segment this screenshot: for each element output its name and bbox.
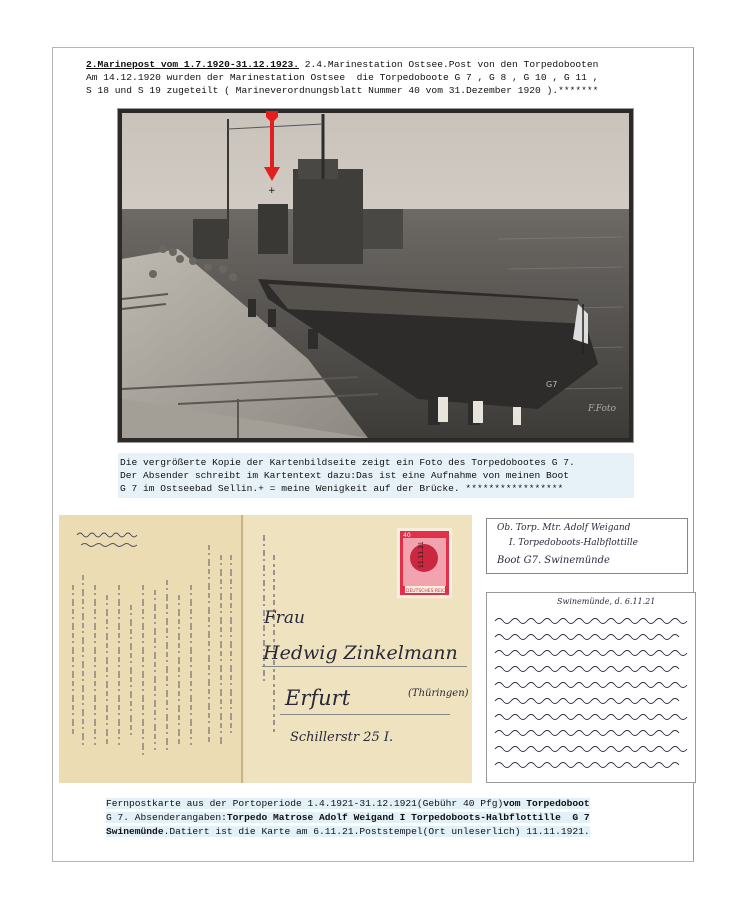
- hull-mark: G7: [546, 380, 558, 389]
- header-title: 2.Marinepost vom 1.7.1920-31.12.1923.: [86, 59, 300, 70]
- card-caption-line-3-rest: .Datiert ist die Karte am 6.11.21.Poststempel(Ort unleserlich) 11.11.1921.: [163, 826, 590, 837]
- handwriting-vertical-icon: [59, 515, 244, 783]
- addressee-city: Erfurt: [285, 686, 351, 710]
- sender-line-1: Ob. Torp. Mtr. Adolf Weigand: [497, 523, 631, 533]
- header-line-3: S 18 und S 19 zugeteilt ( Marineverordnungsblatt Nummer 40 vom 31.Dezember 1920 ).*******: [86, 85, 599, 96]
- sender-line-2: I. Torpedoboots-Halbflottille: [509, 538, 638, 548]
- city-underline: [280, 714, 450, 715]
- card-caption-line-2-prefix: G 7. Absenderangaben:: [106, 812, 227, 823]
- addressee-name: Hedwig Zinkelmann: [263, 642, 458, 664]
- photo-signature: F.Foto: [588, 404, 616, 414]
- card-caption-line-1-prefix: Fernpostkarte aus der Portoperiode 1.4.1921-31.12.1921(Gebühr 40 Pfg): [106, 798, 504, 809]
- photo-caption-line-2: Der Absender schreibt im Kartentext dazu:Das ist eine Aufnahme von meinen Boot: [120, 470, 570, 481]
- card-caption-line-2-bold: Torpedo Matrose Adolf Weigand I Torpedoboots-Halbflottille G 7: [226, 812, 590, 823]
- torpedo-boat-photo-image: [118, 109, 633, 442]
- address-underline: [262, 666, 467, 667]
- photo-caption: [118, 453, 634, 498]
- postcard-message-panel: [59, 515, 244, 783]
- addressee-salutation: Frau: [264, 608, 306, 628]
- card-caption-line-1: [106, 798, 590, 809]
- card-caption: [106, 797, 666, 839]
- stamp-value: 40: [403, 532, 411, 539]
- handwriting-lines-icon: [487, 593, 696, 783]
- plus-mark: +: [268, 186, 276, 196]
- torpedo-boat-photo: [118, 109, 633, 442]
- photo-caption-line-3: G 7 im Ostseebad Sellin.+ = meine Wenigkeit auf der Brücke. *****************: [120, 483, 564, 494]
- postmark: 11.11.21: [418, 541, 425, 568]
- addressee-region: (Thüringen): [408, 688, 469, 699]
- addressee-street: Schillerstr 25 I.: [290, 730, 394, 745]
- header-line-2: Am 14.12.1920 wurden der Marinestation Ostsee die Torpedoboote G 7 , G 8 , G 10 , G 11 ,: [86, 72, 599, 83]
- sender-line-3: Boot G7. Swinemünde: [497, 555, 610, 566]
- card-caption-line-3-bold: Swinemünde: [106, 826, 164, 837]
- card-caption-line-3: [106, 826, 590, 837]
- photo-caption-line-1: Die vergrößerte Kopie der Kartenbildseite zeigt ein Foto des Torpedobootes G 7.: [120, 457, 575, 468]
- header-title-rest: 2.4.Marinestation Ostsee.Post von den Torpedobooten: [299, 59, 599, 70]
- postage-stamp: [397, 528, 452, 598]
- page-header: [86, 58, 686, 97]
- card-caption-line-1-bold: vom Torpedoboot: [503, 798, 590, 809]
- card-caption-line-2: [106, 812, 590, 823]
- stamp-text: DEUTSCHES REICH: [406, 589, 449, 594]
- message-excerpt: [486, 592, 696, 783]
- sender-excerpt: [486, 518, 688, 574]
- message-date: Swinemünde, d. 6.11.21: [557, 597, 656, 606]
